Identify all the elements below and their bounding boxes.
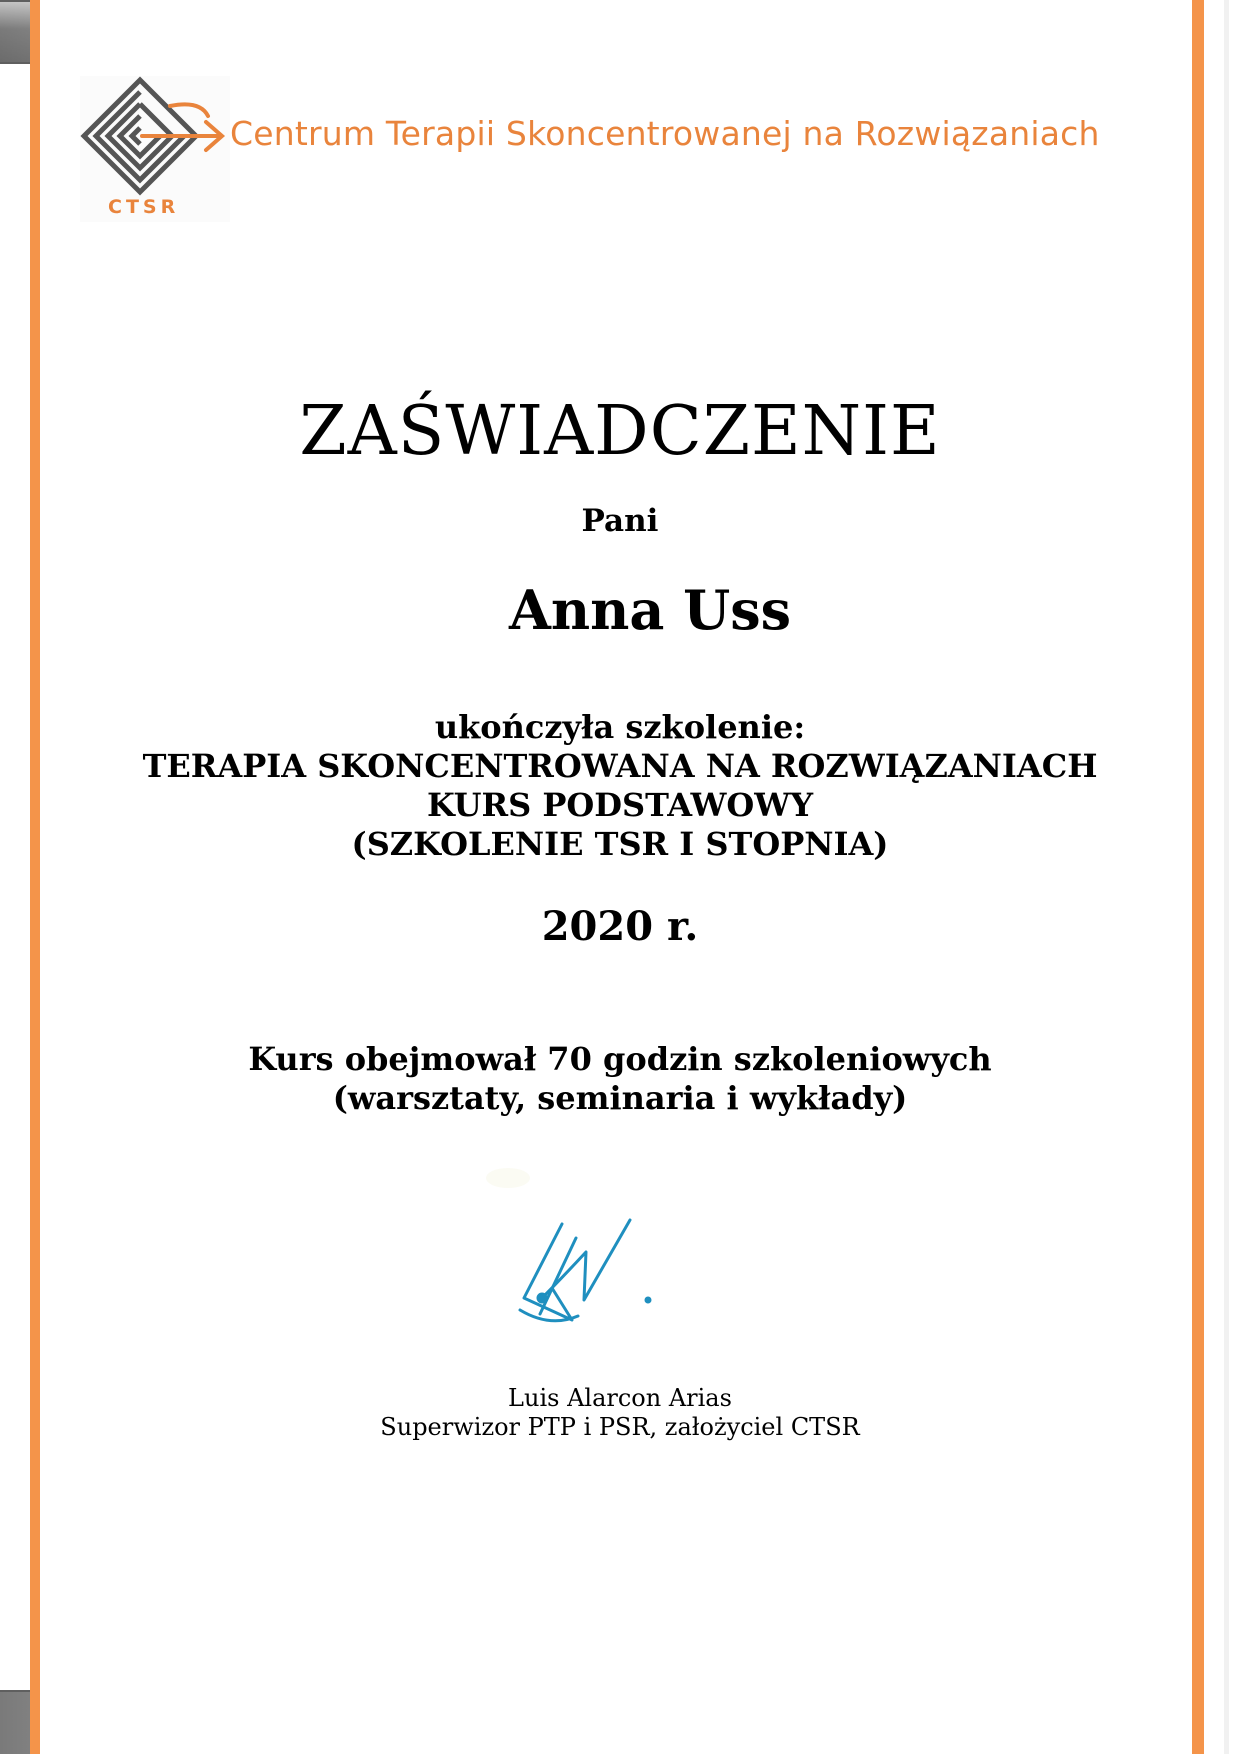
logo-abbreviation: CTSR xyxy=(108,196,180,218)
course-description xyxy=(40,708,1200,864)
course-line: KURS PODSTAWOWY xyxy=(426,786,814,824)
salutation: Pani xyxy=(581,503,659,539)
right-margin-line xyxy=(1224,0,1229,1754)
signer-block xyxy=(40,1384,1200,1442)
course-line: (SZKOLENIE TSR I STOPNIA) xyxy=(351,825,889,863)
certificate-panel xyxy=(40,0,1186,1754)
hours-line: (warsztaty, seminaria i wykłady) xyxy=(332,1079,908,1117)
signature-image xyxy=(480,1160,720,1340)
left-orange-stripe xyxy=(30,0,40,1754)
recipient-name: Anna Uss xyxy=(508,578,792,642)
course-year: 2020 r. xyxy=(541,903,699,950)
signer-role: Superwizor PTP i PSR, założyciel CTSR xyxy=(380,1413,860,1441)
certificate-title: ZAŚWIADCZENIE xyxy=(299,392,941,471)
course-line: TERAPIA SKONCENTROWANA NA ROZWIĄZANIACH xyxy=(142,747,1098,785)
right-orange-stripe xyxy=(1192,0,1204,1754)
ctsr-logo xyxy=(80,76,1180,226)
logo-organization-name: Centrum Terapii Skoncentrowanej na Rozwiązaniach xyxy=(230,114,1100,153)
hours-line: Kurs obejmował 70 godzin szkoleniowych xyxy=(248,1040,992,1078)
course-line: ukończyła szkolenie: xyxy=(434,708,806,746)
right-margin xyxy=(1204,0,1241,1754)
signer-name: Luis Alarcon Arias xyxy=(508,1384,732,1412)
course-hours xyxy=(40,1040,1200,1118)
